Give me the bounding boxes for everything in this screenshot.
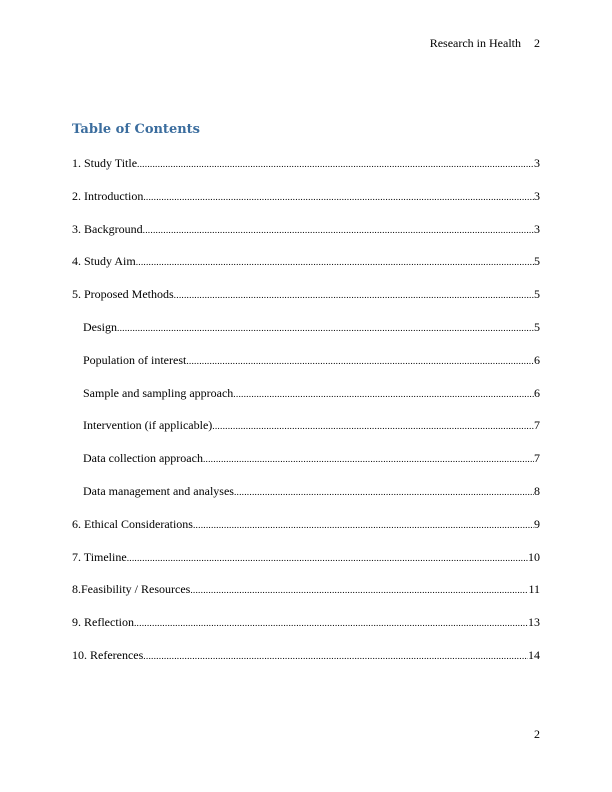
toc-entry-proposed-methods[interactable] [72, 287, 540, 320]
toc-entry-background[interactable] [72, 222, 540, 255]
toc-dot-leader [143, 650, 528, 664]
toc-entry-page: 11 [528, 582, 540, 597]
toc-dot-leader [186, 355, 534, 369]
toc-entry-title: Data collection approach [83, 451, 203, 466]
toc-entry-page: 13 [528, 615, 540, 630]
toc-entry-reflection[interactable] [72, 615, 540, 648]
toc-heading: Table of Contents [72, 122, 200, 137]
toc-entry-study-aim[interactable] [72, 254, 540, 287]
toc-entry-title: 10. References [72, 647, 144, 662]
toc-entry-page: 14 [528, 647, 540, 662]
toc-entry-data-management[interactable] [72, 484, 540, 517]
toc-entry-title: 6. Ethical Considerations [72, 516, 193, 531]
toc-entry-page: 6 [534, 352, 540, 367]
toc-entry-data-collection[interactable] [72, 451, 540, 484]
toc-entry-timeline[interactable] [72, 550, 540, 583]
toc-entry-study-title[interactable] [72, 156, 540, 189]
toc-entry-page: 10 [528, 549, 540, 564]
toc-entry-title: 2. Introduction [72, 188, 144, 203]
toc-entry-design[interactable] [72, 320, 540, 353]
table-of-contents [72, 156, 540, 681]
toc-dot-leader [117, 322, 534, 336]
toc-entry-title: Population of interest [83, 352, 187, 367]
toc-dot-leader [203, 453, 534, 467]
toc-dot-leader [137, 158, 534, 172]
toc-entry-page: 5 [534, 319, 540, 334]
toc-entry-population-of-interest[interactable] [72, 353, 540, 386]
toc-entry-page: 3 [534, 156, 540, 170]
toc-entry-introduction[interactable] [72, 189, 540, 222]
toc-dot-leader [174, 289, 534, 303]
toc-entry-title: 3. Background [72, 221, 143, 236]
toc-entry-title: Data management and analyses [83, 483, 234, 498]
toc-dot-leader [143, 224, 534, 238]
toc-entry-page: 3 [534, 188, 540, 203]
running-header-title: Research in Health [429, 36, 521, 50]
toc-entry-page: 9 [534, 516, 540, 531]
toc-entry-title: Intervention (if applicable) [83, 418, 213, 433]
running-header [430, 36, 540, 51]
toc-dot-leader [193, 519, 534, 533]
toc-entry-feasibility-resources[interactable] [72, 582, 540, 615]
toc-entry-title: 5. Proposed Methods [72, 287, 174, 302]
toc-entry-page: 7 [534, 451, 540, 466]
toc-entry-sample-and-sampling[interactable] [72, 386, 540, 419]
toc-dot-leader [134, 617, 528, 631]
toc-dot-leader [234, 486, 534, 500]
toc-dot-leader [212, 420, 534, 434]
toc-dot-leader [190, 584, 528, 598]
footer-page-number: 2 [534, 727, 540, 741]
toc-entry-title: 4. Study Aim [72, 254, 136, 269]
toc-entry-title: 8.Feasibility / Resources [72, 582, 191, 597]
toc-entry-page: 7 [534, 418, 540, 433]
toc-dot-leader [136, 256, 534, 270]
toc-entry-page: 8 [534, 483, 540, 498]
toc-entry-title: 7. Timeline [72, 549, 127, 564]
toc-dot-leader [127, 552, 528, 566]
toc-entry-page: 5 [534, 254, 540, 269]
toc-entry-title: 1. Study Title [72, 156, 138, 170]
toc-entry-intervention[interactable] [72, 418, 540, 451]
header-page-number: 2 [534, 36, 540, 50]
toc-dot-leader [233, 388, 534, 402]
toc-entry-title: 9. Reflection [72, 615, 134, 630]
toc-entry-references[interactable] [72, 648, 540, 681]
toc-entry-page: 3 [534, 221, 540, 236]
toc-entry-ethical-considerations[interactable] [72, 517, 540, 550]
toc-entry-page: 5 [534, 287, 540, 302]
toc-entry-title: Design [83, 319, 117, 334]
toc-entry-page: 6 [534, 385, 540, 400]
toc-dot-leader [143, 191, 534, 205]
toc-entry-title: Sample and sampling approach [83, 385, 234, 400]
